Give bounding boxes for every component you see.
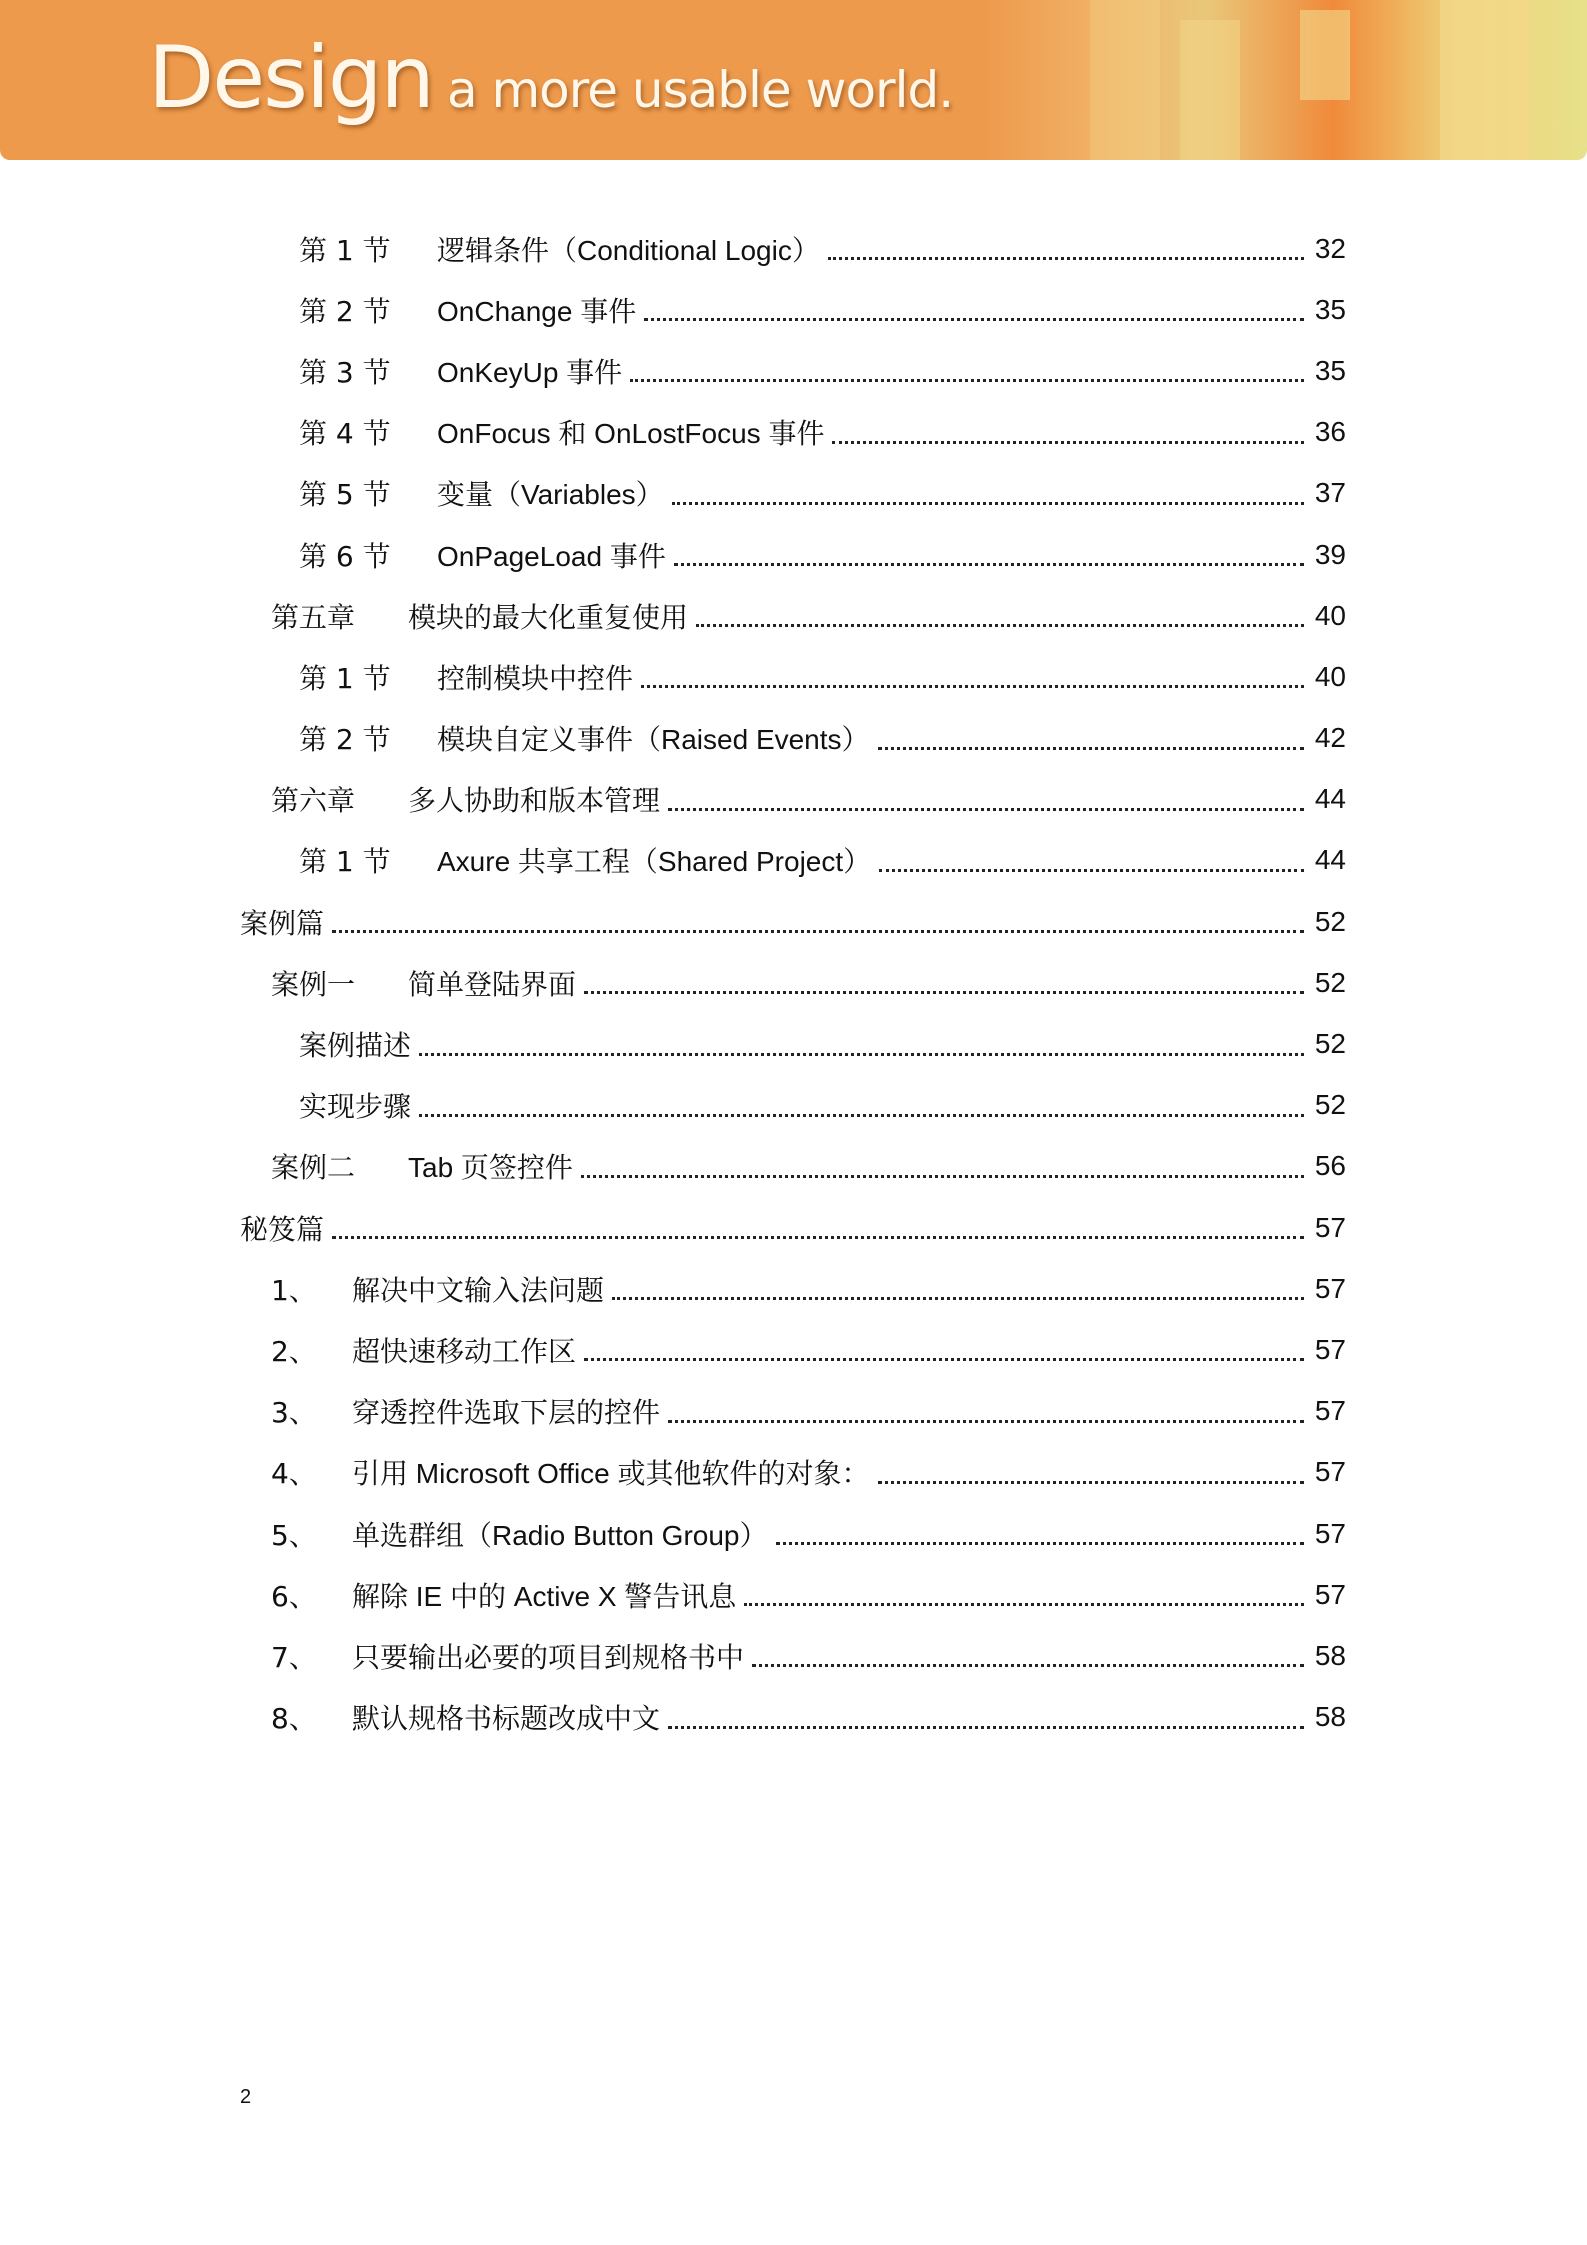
toc-entry-page: 57 [1314,1272,1346,1304]
toc-entry-title: 案例篇 [240,907,325,939]
toc-entry[interactable] [0,1687,1587,1748]
toc-entry[interactable] [0,1625,1587,1686]
toc-entry[interactable] [0,1136,1587,1197]
banner-logo [148,28,953,128]
toc-entry[interactable] [0,952,1587,1013]
toc-entry[interactable] [0,769,1587,830]
dot-leader [612,1297,1304,1300]
toc-entry-page: 57 [1314,1456,1346,1488]
toc-entry-title: OnKeyUp 事件 [437,356,623,388]
toc-entry-title: 超快速移动工作区 [352,1335,577,1367]
toc-entry-page: 57 [1314,1211,1346,1243]
dot-leader [878,1481,1304,1484]
dot-leader [668,808,1304,811]
dot-leader [332,1236,1304,1239]
toc-entry-number: 1、 [271,1273,317,1307]
toc-entry-title: 秘笈篇 [240,1213,325,1245]
toc-entry-title: OnChange 事件 [437,295,637,327]
dot-leader [668,1420,1304,1423]
page-number: 2 [240,2086,252,2108]
toc-entry[interactable] [0,463,1587,524]
toc-entry-title: 简单登陆界面 [408,968,577,1000]
toc-entry-number: 第 6 节 [299,539,391,573]
dot-leader [744,1603,1304,1606]
toc-entry-number: 6、 [271,1579,317,1613]
dot-leader [672,502,1304,505]
toc-entry-number: 第五章 [271,600,356,634]
toc-entry-page: 44 [1314,783,1346,815]
toc-entry-page: 40 [1314,660,1346,692]
dot-leader [696,624,1304,627]
dot-leader [644,318,1304,321]
toc-entry-page: 52 [1314,1028,1346,1060]
dot-leader [878,747,1304,750]
toc-entry[interactable] [0,218,1587,279]
toc-entry-number: 案例一 [271,967,356,1001]
toc-entry-title: 模块的最大化重复使用 [408,601,689,633]
toc-entry-page: 57 [1314,1333,1346,1365]
dot-leader [584,1358,1304,1361]
toc-entry-number: 8、 [271,1702,317,1736]
toc-entry[interactable] [0,1075,1587,1136]
dot-leader [668,1726,1304,1729]
toc-entry-number: 第 5 节 [299,478,391,512]
dot-leader [419,1114,1304,1117]
toc-entry-page: 56 [1314,1150,1346,1182]
banner-tagline: a more usable world. [446,61,954,119]
toc-entry-title: OnFocus 和 OnLostFocus 事件 [437,418,825,450]
toc-entry[interactable] [0,1013,1587,1074]
toc-entry-title: OnPageLoad 事件 [437,540,666,572]
toc-entry[interactable] [0,891,1587,952]
toc-entry[interactable] [0,1319,1587,1380]
toc-entry-title: 实现步骤 [299,1091,412,1123]
toc-entry-title: 引用 Microsoft Office 或其他软件的对象： [352,1458,870,1490]
banner-title: Design [148,28,433,128]
toc-entry-page: 44 [1314,844,1346,876]
toc-entry-page: 57 [1314,1517,1346,1549]
toc-entry[interactable] [0,1442,1587,1503]
toc-entry-page: 57 [1314,1578,1346,1610]
dot-leader [776,1542,1305,1545]
dot-leader [581,1175,1304,1178]
toc-entry-page: 39 [1314,538,1346,570]
dot-leader [584,991,1304,994]
toc-entry-page: 58 [1314,1639,1346,1671]
toc-entry-title: 解除 IE 中的 Active X 警告讯息 [352,1580,737,1612]
toc-entry-page: 58 [1314,1701,1346,1733]
toc-entry-number: 第 2 节 [299,294,391,328]
toc-entry-title: 案例描述 [299,1030,412,1062]
dot-leader [630,379,1304,382]
toc-entry-page: 52 [1314,1089,1346,1121]
toc-entry-number: 第 3 节 [299,355,391,389]
dot-leader [752,1664,1304,1667]
toc-entry-title: 模块自定义事件（Raised Events） [437,724,870,756]
toc-entry-page: 52 [1314,966,1346,998]
toc-entry-page: 35 [1314,293,1346,325]
toc-entry-page: 32 [1314,232,1346,264]
toc-entry-page: 52 [1314,905,1346,937]
toc-entry-title: 逻辑条件（Conditional Logic） [437,234,820,266]
toc-entry-title: 只要输出必要的项目到规格书中 [352,1641,745,1673]
toc-entry-number: 第 4 节 [299,417,391,451]
table-of-contents [0,218,1587,1748]
dot-leader [828,257,1304,260]
toc-entry-number: 4、 [271,1457,317,1491]
toc-entry-number: 3、 [271,1396,317,1430]
toc-entry[interactable] [0,340,1587,401]
toc-entry-title: Axure 共享工程（Shared Project） [437,846,872,878]
toc-entry-title: 变量（Variables） [437,479,664,511]
toc-entry[interactable] [0,1503,1587,1564]
toc-entry-number: 第 1 节 [299,233,391,267]
toc-entry[interactable] [0,646,1587,707]
toc-entry[interactable] [0,830,1587,891]
dot-leader [879,869,1304,872]
toc-entry-number: 第 2 节 [299,723,391,757]
toc-entry-number: 2、 [271,1334,317,1368]
toc-entry-title: 单选群组（Radio Button Group） [352,1519,768,1551]
toc-entry[interactable] [0,1258,1587,1319]
toc-entry-title: 默认规格书标题改成中文 [352,1703,661,1735]
toc-entry[interactable] [0,585,1587,646]
toc-entry-page: 57 [1314,1395,1346,1427]
toc-entry-number: 5、 [271,1518,317,1552]
header-banner [0,0,1587,160]
toc-entry-page: 36 [1314,416,1346,448]
toc-entry[interactable] [0,524,1587,585]
toc-entry-page: 37 [1314,477,1346,509]
toc-entry[interactable] [0,708,1587,769]
toc-entry-number: 第 1 节 [299,845,391,879]
toc-entry-page: 42 [1314,722,1346,754]
toc-entry-number: 案例二 [271,1151,356,1185]
toc-entry[interactable] [0,1197,1587,1258]
toc-entry[interactable] [0,402,1587,463]
dot-leader [332,930,1304,933]
toc-entry[interactable] [0,1381,1587,1442]
toc-entry[interactable] [0,279,1587,340]
toc-entry-number: 第六章 [271,784,356,818]
toc-entry-title: Tab 页签控件 [408,1152,573,1184]
toc-entry-number: 第 1 节 [299,661,391,695]
toc-entry-title: 解决中文输入法问题 [352,1274,605,1306]
toc-entry[interactable] [0,1564,1587,1625]
dot-leader [832,441,1304,444]
toc-entry-title: 多人协助和版本管理 [408,785,661,817]
toc-entry-page: 40 [1314,599,1346,631]
toc-entry-title: 穿透控件选取下层的控件 [352,1397,661,1429]
dot-leader [419,1053,1304,1056]
dot-leader [641,685,1304,688]
dot-leader [674,563,1304,566]
toc-entry-number: 7、 [271,1640,317,1674]
toc-entry-page: 35 [1314,354,1346,386]
toc-entry-title: 控制模块中控件 [437,662,634,694]
